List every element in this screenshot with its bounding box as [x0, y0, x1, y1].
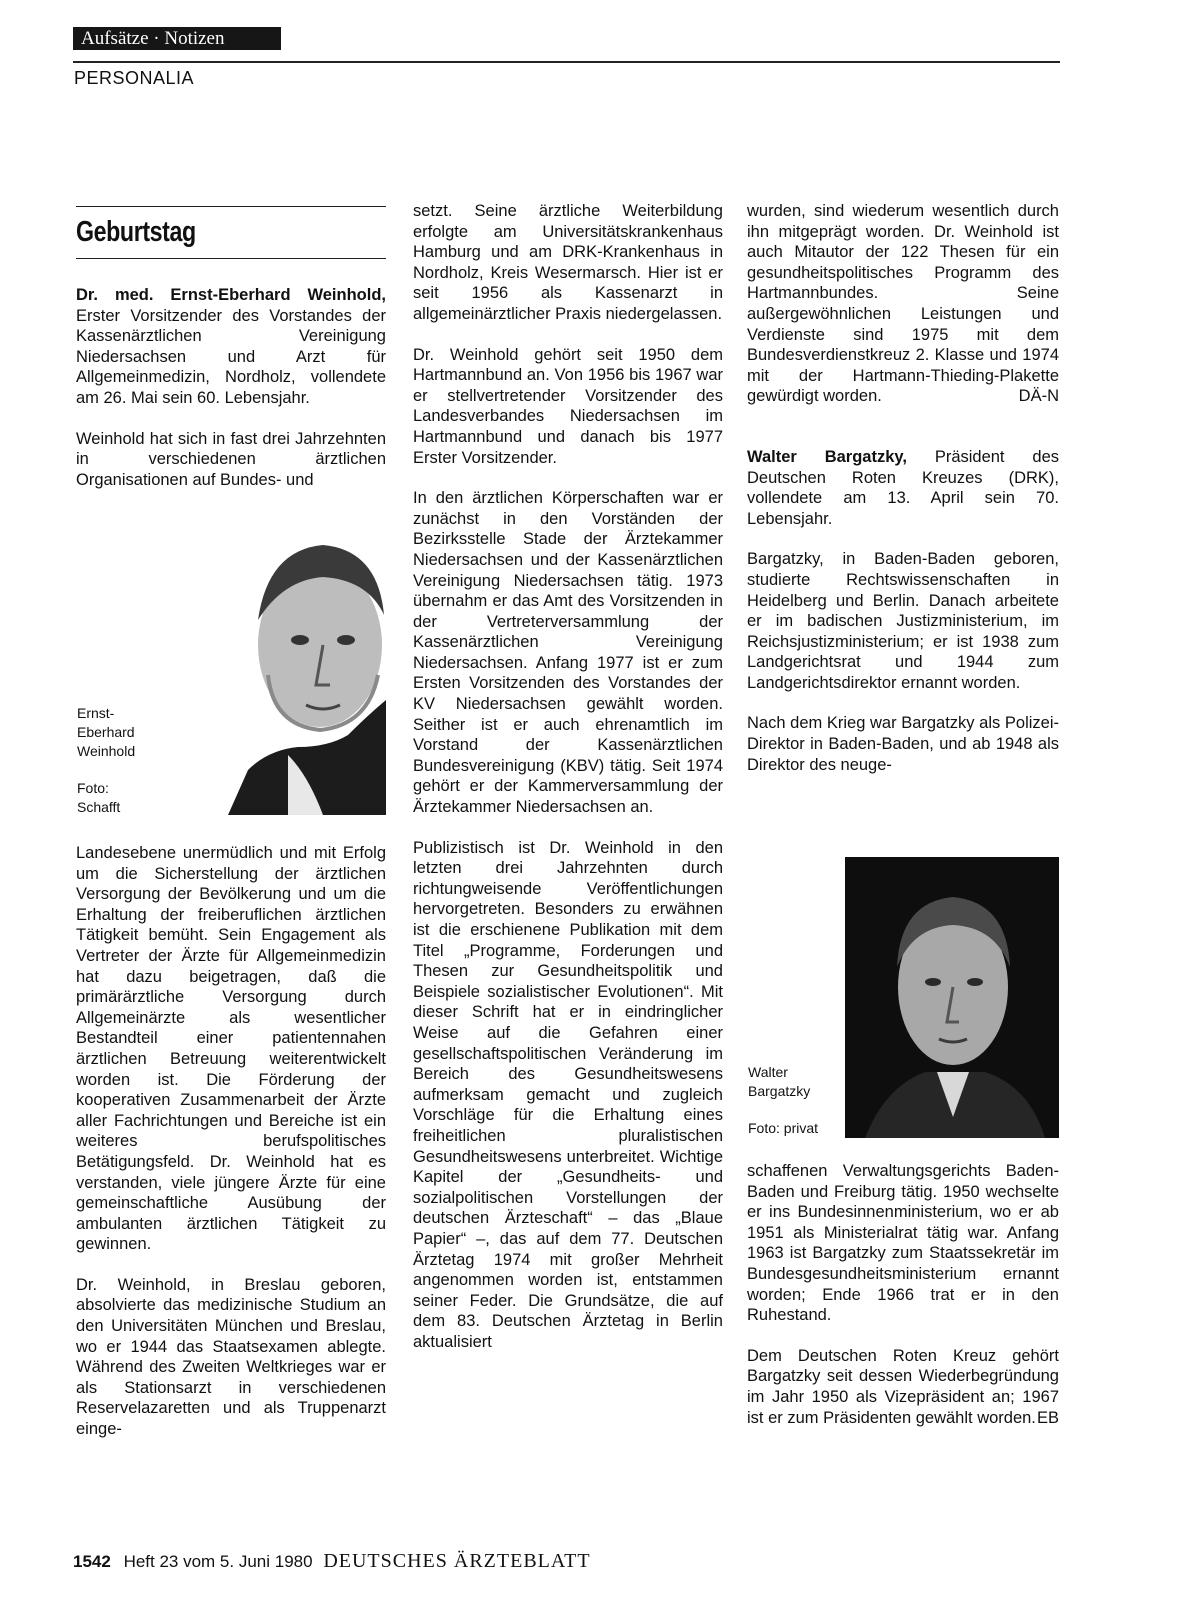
heading-rule-top: [76, 206, 386, 207]
paragraph: Weinhold hat sich in fast drei Jahrzehnten in verschiedenen ärztlichen Organisationen auf Bundes- und: [76, 429, 386, 489]
paragraph-text: wurden, sind wiederum wesentlich durch ihn mitgeprägt worden. Dr. Weinhold ist auch Mitautor der 122 Thesen für ein gesundheitspolitisches Programm des Hartmannbundes. Seine außergewöhnlichen Leistungen und Verdienste sind 1975 mit dem Bundesverdienstkreuz 2. Klasse und 1974 mit der Hartmann-Thieding-Plakette gewürdigt worden.: [747, 202, 1059, 406]
paragraph: Landesebene unermüdlich und mit Erfolg um die Sicherstellung der ärztlichen Versorgung der Bevölkerung und um die Erhaltung der freiberuflichen ärztlichen Tätigkeit bemüht. Sein Engagement als Vertreter der Ärzte für Allgemeinmedizin hat dazu beigetragen, daß die primärärztliche Versorgung durch Allgemeinärzte als wesentlicher Bestandteil einer patientennahen ärztlichen Betreuung weiterentwickelt worden ist. Die Förderung der kooperativen Zusammenarbeit der Ärzte aller Fachrichtungen und Bereiche ist ein weiteres berufspolitisches Betätigungsfeld. Dr. Weinhold hat es verstanden, viele jüngere Ärzte für eine gemeinschaftliche Ausübung der ambulanten ärztlichen Tätigkeit zu gewinnen.: [76, 844, 386, 1254]
portrait-image: [228, 525, 386, 815]
author-signature: DÄ-N: [1018, 387, 1059, 406]
person-name: Walter Bargatzky,: [747, 447, 907, 466]
photo-bargatzky: [845, 857, 1059, 1138]
caption-name: Ernst-Eberhard Weinhold: [77, 705, 136, 759]
paragraph: Publizistisch ist Dr. Weinhold in den letzten drei Jahrzehnten durch richtungweisende Veröffentlichungen hervorgetreten. Besonders zu erwähnen ist die erschienene Publikation mit dem Titel „Programme, Forderungen und Thesen zur Gesundheitspolitik und Beispiele sozialistischer Evolutionen“. Mit dieser Schrift hat er in eindringlicher Weise auf die Gefahren einer gesellschaftspolitischen Veränderung im Bereich des Gesundheitswesens aufmerksam gemacht und zugleich Vorschläge für die Erhaltung eines freiheitlichen pluralistischen Gesundheitswesens unterbreitet. Wichtige Kapitel der „Gesundheits- und sozialpolitischen Vorstellungen der deutschen Ärzteschaft“ – das „Blaue Papier“ –, das auf dem 77. Deutschen Ärztetag 1974 mit großer Mehrheit angenommen worden ist, entstammen seiner Feder. Die Grundsätze, die auf dem 83. Deutschen Ärztetag in Berlin aktualisiert: [413, 838, 723, 1351]
rubric: PERSONALIA: [74, 68, 195, 88]
journal-name: DEUTSCHES ÄRZTEBLATT: [323, 1550, 591, 1572]
portrait-image: [845, 857, 1059, 1138]
person-name: Dr. med. Ernst-Eberhard Weinhold,: [76, 286, 386, 304]
author-signature: EB: [1036, 1408, 1059, 1427]
paragraph: [76, 285, 386, 409]
column-2: [413, 201, 723, 1372]
paragraph: [747, 201, 1059, 407]
paragraph: In den ärztlichen Körperschaften war er zunächst in den Vorständen der Bezirksstelle Stade der Ärztekammer Niedersachsen und der Kassenärztlichen Vereinigung Niedersachsen tätig. 1973 übernahm er das Amt des Vorsitzenden in der Vertreterversammlung der Kassenärztlichen Vereinigung Niedersachsen. Anfang 1977 ist er zum Ersten Vorsitzenden des Vorstandes der KV Niedersachsen gewählt worden. Seither ist er auch ehrenamtlich im Vorstand der Kassenärztlichen Bundesvereinigung (KBV) tätig. Seit 1974 gehört er der Kammerversammlung der Ärztekammer Niedersachsen an.: [413, 489, 723, 817]
photo-weinhold: [228, 525, 386, 815]
caption-credit: Foto: Schafft: [77, 780, 121, 815]
paragraph: Dr. Weinhold gehört seit 1950 dem Hartmannbund an. Von 1956 bis 1967 war er stellvertretender Vorsitzender des Landesverbandes Niedersachsen im Hartmannbund und danach bis 1977 Erster Vorsitzender.: [413, 345, 723, 467]
heading-rule-bottom: [76, 258, 386, 259]
caption-credit: Foto: privat: [748, 1120, 819, 1136]
paragraph: setzt. Seine ärztliche Weiterbildung erfolgte am Universitätskrankenhaus Hamburg und am DRK-Krankenhaus in Nordholz, Kreis Wesermarsch. Hier ist er seit 1956 als Kassenarzt in allgemeinärztlicher Praxis niedergelassen.: [413, 202, 723, 323]
page-number: 1542: [73, 1552, 111, 1571]
paragraph: Bargatzky, in Baden-Baden geboren, studierte Rechtswissenschaften in Heidelberg und Berlin. Danach arbeitete er im badischen Justizministerium, im Reichsjustizministerium; er ist 1938 zum Landgerichtsrat und 1944 zum Landgerichtsdirektor ernannt worden.: [747, 550, 1059, 692]
paragraph: schaffenen Verwaltungsgerichts Baden-Baden und Freiburg tätig. 1950 wechselte er ins Bundesinnenministerium, wo er ab 1951 als Ministerialrat tätig war. Anfang 1963 ist Bargatzky zum Staatssekretär im Bundesgesundheitsministerium ernannt worden; Ende 1966 trat er in den Ruhestand.: [747, 1162, 1059, 1325]
section-heading: Geburtstag: [76, 216, 196, 248]
paragraph: Nach dem Krieg war Bargatzky als Polizei-Direktor in Baden-Baden, und ab 1948 als Direktor des neuge-: [747, 714, 1059, 774]
paragraph-text: Präsident des Deutschen Roten Kreuzes (DRK), vollendete am 13. April sein 70. Lebensjahr.: [747, 447, 1059, 528]
top-rule: [73, 61, 1060, 63]
paragraph-text: Dem Deutschen Roten Kreuz gehört Bargatzky seit dessen Wiederbegründung im Jahr 1950 als Vizepräsident an; 1967 ist er zum Präsidenten gewählt worden.: [747, 1346, 1059, 1427]
caption-name: Walter Bargatzky: [748, 1064, 811, 1099]
issue-info: Heft 23 vom 5. Juni 1980: [123, 1552, 313, 1571]
section-tag: Aufsätze · Notizen: [73, 27, 281, 50]
paragraph-text: Erster Vorsitzender des Vorstandes der Kassenärztlichen Vereinigung Niedersachsen und Arzt für Allgemeinmedizin, Nordholz, vollendete am 26. Mai sein 60. Lebensjahr.: [76, 306, 386, 407]
column-1-bottom: [76, 843, 386, 1460]
paragraph: [747, 1346, 1059, 1428]
photo-caption-bargatzky: [748, 1063, 838, 1138]
paragraph: Dr. Weinhold, in Breslau geboren, absolvierte das medizinische Studium an den Universitäten München und Breslau, wo er 1944 das Staatsexamen ablegte. Während des Zweiten Weltkrieges war er als Stationsarzt in verschiedenen Reservelazaretten und als Truppenarzt einge-: [76, 1275, 386, 1439]
column-3-bottom: [747, 1161, 1059, 1448]
column-3-top: [747, 201, 1059, 795]
column-1-top: [76, 285, 386, 510]
page-footer: [73, 1550, 591, 1573]
paragraph: [747, 447, 1059, 529]
photo-caption-weinhold: [77, 704, 167, 817]
